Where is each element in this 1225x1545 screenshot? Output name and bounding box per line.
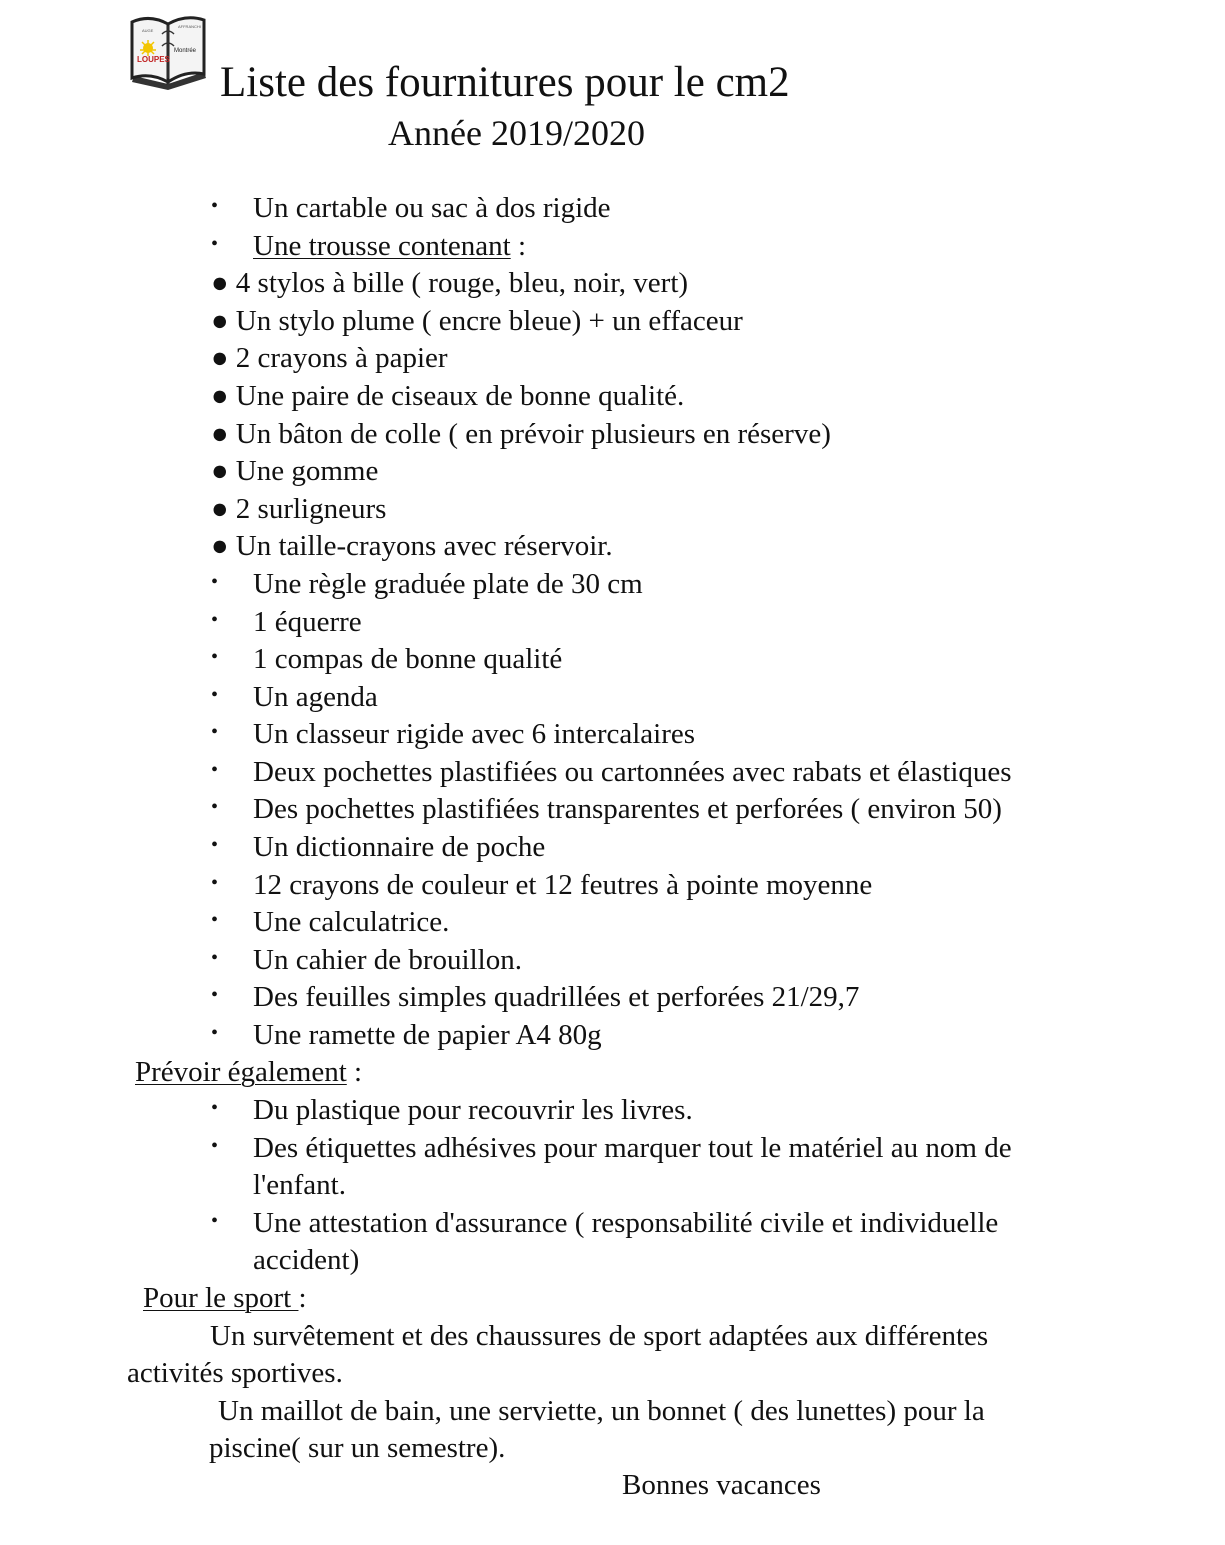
trousse-item: ● Une gomme bbox=[211, 455, 379, 487]
bullet-icon: • bbox=[211, 1135, 219, 1157]
bullet-icon: • bbox=[211, 1022, 219, 1044]
list-item-trousse bbox=[253, 228, 526, 264]
logo-small-text-right: AFFRANCHI bbox=[178, 24, 201, 29]
list-item: Un cahier de brouillon. bbox=[253, 944, 522, 976]
trousse-item: ● 2 crayons à papier bbox=[211, 342, 448, 374]
prevoir-item-continued: accident) bbox=[253, 1244, 360, 1276]
school-logo bbox=[128, 12, 212, 90]
trousse-item: ● 4 stylos à bille ( rouge, bleu, noir, vert) bbox=[211, 267, 689, 299]
bullet-icon: • bbox=[211, 984, 219, 1006]
list-item: 1 équerre bbox=[253, 606, 362, 638]
bullet-icon: • bbox=[211, 1097, 219, 1119]
bullet-icon: • bbox=[211, 947, 219, 969]
page-subtitle: Année 2019/2020 bbox=[388, 113, 645, 153]
bullet-icon: • bbox=[211, 909, 219, 931]
logo-main-text: LOUPES bbox=[137, 55, 170, 64]
bullet-icon: • bbox=[211, 571, 219, 593]
trousse-item: ● Un bâton de colle ( en prévoir plusieurs en réserve) bbox=[211, 418, 831, 450]
bullet-icon: • bbox=[211, 721, 219, 743]
list-item: 12 crayons de couleur et 12 feutres à pointe moyenne bbox=[253, 869, 873, 901]
trousse-colon: : bbox=[510, 230, 527, 262]
list-item: Une ramette de papier A4 80g bbox=[253, 1019, 602, 1051]
prevoir-heading: Prévoir également : bbox=[135, 1056, 363, 1088]
bullet-icon: • bbox=[211, 684, 219, 706]
trousse-label: Une trousse contenant bbox=[253, 230, 511, 262]
page-title: Liste des fournitures pour le cm2 bbox=[220, 59, 790, 106]
trousse-item: ● Un taille-crayons avec réservoir. bbox=[211, 530, 613, 562]
sport-text: piscine( sur un semestre). bbox=[209, 1432, 506, 1464]
list-item: Deux pochettes plastifiées ou cartonnées avec rabats et élastiques bbox=[253, 756, 1012, 788]
bullet-icon: • bbox=[211, 759, 219, 781]
bullet-icon: • bbox=[211, 796, 219, 818]
list-item: 1 compas de bonne qualité bbox=[253, 643, 563, 675]
bullet-icon: • bbox=[211, 609, 219, 631]
bullet-icon: • bbox=[211, 233, 219, 255]
list-item: Une règle graduée plate de 30 cm bbox=[253, 568, 643, 600]
bullet-icon: • bbox=[211, 1210, 219, 1232]
logo-sub-text: Montrée bbox=[174, 48, 197, 54]
list-item: Un dictionnaire de poche bbox=[253, 831, 546, 863]
list-item: Des feuilles simples quadrillées et perforées 21/29,7 bbox=[253, 981, 860, 1013]
bullet-icon: • bbox=[211, 834, 219, 856]
bullet-icon: • bbox=[211, 646, 219, 668]
sport-text: activités sportives. bbox=[127, 1357, 343, 1389]
list-item: Des pochettes plastifiées transparentes et perforées ( environ 50) bbox=[253, 793, 1002, 825]
list-item: Un classeur rigide avec 6 intercalaires bbox=[253, 718, 696, 750]
bullet-icon: • bbox=[211, 195, 219, 217]
prevoir-item: Des étiquettes adhésives pour marquer tout le matériel au nom de bbox=[253, 1132, 1012, 1164]
list-item: Une calculatrice. bbox=[253, 906, 450, 938]
trousse-item: ● Un stylo plume ( encre bleue) + un effaceur bbox=[211, 305, 743, 337]
sport-text: Un survêtement et des chaussures de sport adaptées aux différentes bbox=[210, 1320, 989, 1352]
prevoir-item: Du plastique pour recouvrir les livres. bbox=[253, 1094, 693, 1126]
logo-small-text-left: AUGE bbox=[142, 28, 154, 33]
trousse-item: ● 2 surligneurs bbox=[211, 493, 387, 525]
list-item: Un agenda bbox=[253, 681, 378, 713]
sport-heading: Pour le sport : bbox=[143, 1282, 307, 1314]
prevoir-item-continued: l'enfant. bbox=[253, 1169, 346, 1201]
list-item-cartable: Un cartable ou sac à dos rigide bbox=[253, 192, 611, 224]
prevoir-item: Une attestation d'assurance ( responsabilité civile et individuelle bbox=[253, 1207, 999, 1239]
trousse-item: ● Une paire de ciseaux de bonne qualité. bbox=[211, 380, 685, 412]
closing-text: Bonnes vacances bbox=[622, 1469, 821, 1501]
bullet-icon: • bbox=[211, 872, 219, 894]
sport-text: Un maillot de bain, une serviette, un bonnet ( des lunettes) pour la bbox=[218, 1395, 985, 1427]
